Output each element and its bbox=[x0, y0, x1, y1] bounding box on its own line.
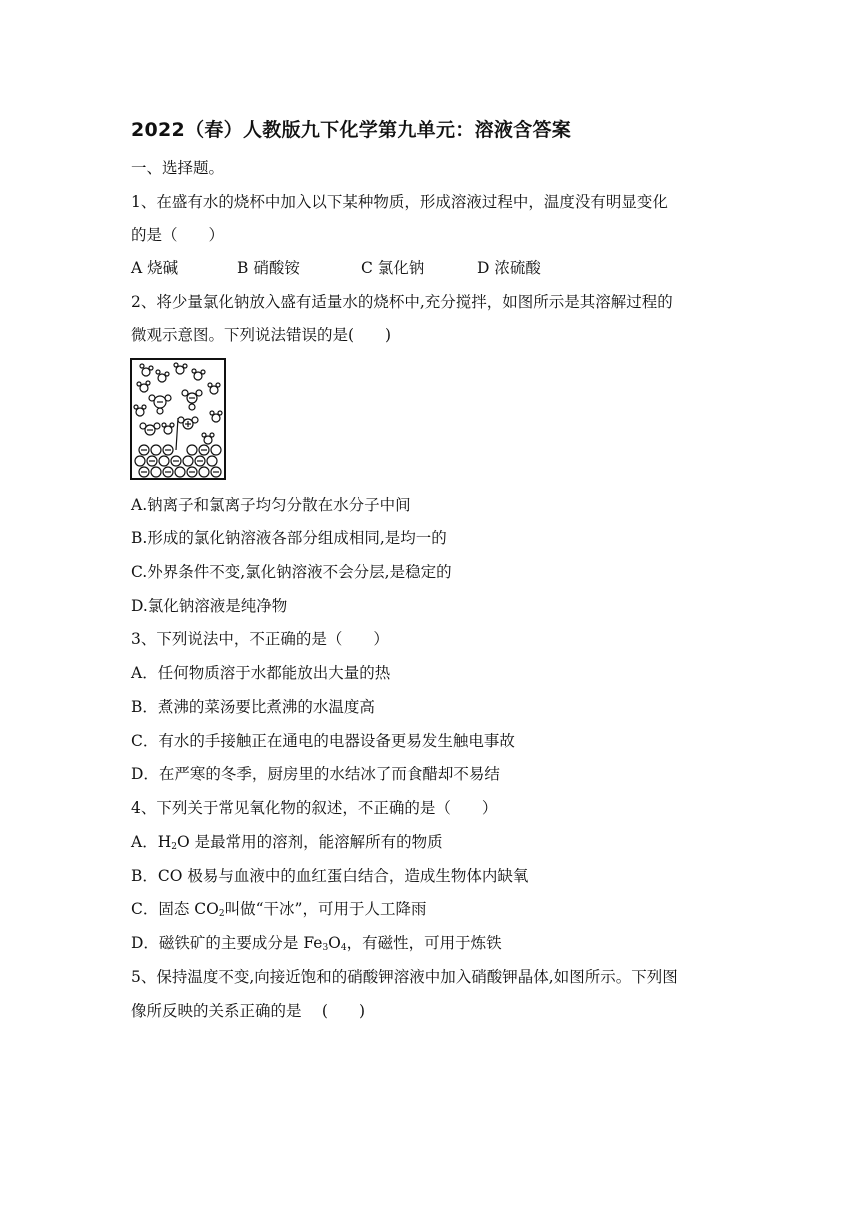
q4-stem: 4、下列关于常见氧化物的叙述，不正确的是（ ） bbox=[131, 799, 498, 817]
q3-option-b: B．煮沸的菜汤要比煮沸的水温度高 bbox=[131, 698, 375, 716]
q3-stem: 3、下列说法中，不正确的是（ ） bbox=[131, 630, 389, 648]
q1-option-a: A 烧碱 bbox=[131, 259, 179, 277]
nacl-micro-illustration bbox=[132, 360, 224, 478]
q2-option-c: C.外界条件不变,氯化钠溶液不会分层,是稳定的 bbox=[131, 563, 452, 581]
q1-stem-line1: 1、在盛有水的烧杯中加入以下某种物质，形成溶液过程中，温度没有明显变化 bbox=[131, 193, 668, 211]
q2-option-a: A.钠离子和氯离子均匀分散在水分子中间 bbox=[131, 496, 411, 514]
section-heading: 一、选择题。 bbox=[131, 159, 225, 177]
q1-option-d: D 浓硫酸 bbox=[477, 259, 541, 277]
q1-stem-line2: 的是（ ） bbox=[131, 226, 225, 244]
q3-option-d: D．在严寒的冬季，厨房里的水结冰了而食醋却不易结 bbox=[131, 765, 500, 783]
q4-option-b: B．CO 极易与血液中的血红蛋白结合，造成生物体内缺氧 bbox=[131, 867, 529, 885]
q3-option-a: A．任何物质溶于水都能放出大量的热 bbox=[131, 664, 391, 682]
document-title: 2022（春）人教版九下化学第九单元：溶液含答案 bbox=[131, 119, 572, 141]
q4-option-a: A．$H_2O$ 是最常用的溶剂，能溶解所有的物质 bbox=[131, 833, 443, 852]
q1-option-c: C 氯化钠 bbox=[361, 259, 425, 277]
q3-option-c: C．有水的手接触正在通电的电器设备更易发生触电事故 bbox=[131, 732, 515, 750]
q1-option-b: B 硝酸铵 bbox=[237, 259, 300, 277]
nacl-dissolution-diagram bbox=[130, 358, 226, 480]
q2-option-b: B.形成的氯化钠溶液各部分组成相同,是均一的 bbox=[131, 529, 447, 547]
q5-stem-line1: 5、保持温度不变,向接近饱和的硝酸钾溶液中加入硝酸钾晶体,如图所示。下列图 bbox=[131, 968, 678, 986]
q4-option-d: D．磁铁矿的主要成分是 $Fe_3O_4$，有磁性，可用于炼铁 bbox=[131, 934, 502, 953]
q2-stem-line1: 2、将少量氯化钠放入盛有适量水的烧杯中,充分搅拌，如图所示是其溶解过程的 bbox=[131, 293, 673, 311]
q2-stem-line2: 微观示意图。下列说法错误的是( ) bbox=[131, 326, 392, 344]
q4-option-c: C．固态 $CO_2$叫做“干冰”，可用于人工降雨 bbox=[131, 900, 427, 919]
q2-option-d: D.氯化钠溶液是纯净物 bbox=[131, 597, 288, 615]
q1-options bbox=[131, 258, 541, 278]
q5-stem-line2: 像所反映的关系正确的是 ( ) bbox=[131, 1002, 366, 1020]
